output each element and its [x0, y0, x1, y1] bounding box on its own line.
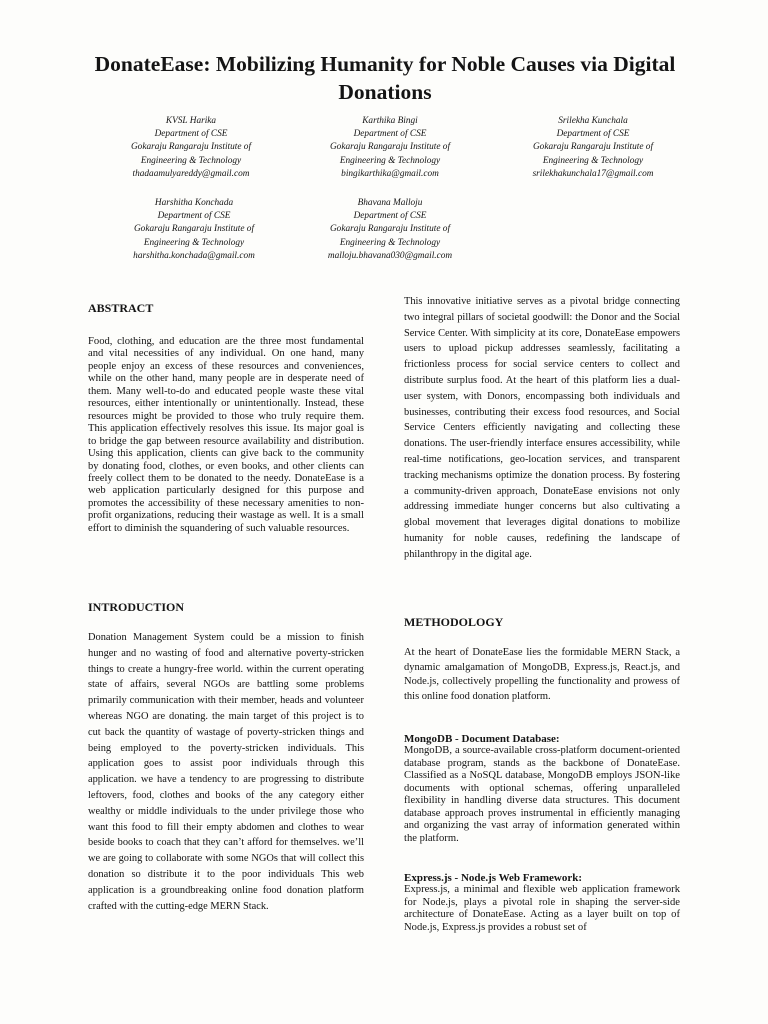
mongodb-text: MongoDB, a source-available cross-platform document-oriented database program, stands as the backbone of DonateEase. Classified as a NoSQL database, MongoDB employs JSON-like documents with optional schemas, offering unparalleled flexibility in handling diverse data structures. This document database approach proves instrumental in efficiently managing and organizing the vast array of information generated within the platform.	[404, 745, 680, 844]
author-name: Bhavana Malloju	[357, 198, 423, 208]
author-name: KVSL Harika	[165, 116, 217, 126]
author-block	[493, 115, 693, 181]
express-text: Express.js, a minimal and flexible web application framework for Node.js, plays a pivotal role in shaping the server-side architecture of DonateEase. Acting as a layer built on top of Node.js, Express.js provides a robust set of	[404, 884, 680, 933]
author-block	[91, 115, 291, 181]
author-dept: Department of CSE	[154, 129, 228, 140]
abstract-text: Food, clothing, and education are the three most fundamental and vital necessities of any individual. On one hand, many people enjoy an excess of these resources and conveniences, while on the other hand, many people are in desperate need of them. Many well-to-do and educated people waste these vital resources, either intentionally or unintentionally. Instead, these resources might be provided to those who truly require them. This application effectively resolves this issue. Its major goal is to bridge the gap between resource availability and distribution. Using this application, clients can give back to the community by donating food, clothes, or even books, and other clients can freely collect them to be donated to the needy. DonateEase is a web application particularly designed for this purpose and promotes the accessibility of these necessary amenities to non-profit organizations, reducing their wastage as well. It is a small effort to diminish the squandering of such valuable resources.	[88, 336, 364, 534]
author-name: Harshitha Konchada	[154, 198, 234, 208]
author-block	[290, 197, 490, 263]
author-inst: Gokaraju Rangaraju Institute of	[329, 142, 451, 153]
methodology-text: At the heart of DonateEase lies the formidable MERN Stack, a dynamic amalgamation of MongoDB, Express.js, React.js, and Node.js, collectively propelling the functionality and prowess of this online food donation platform.	[404, 647, 680, 702]
author-inst: Engineering & Technology	[542, 155, 644, 166]
methodology-heading: METHODOLOGY	[404, 615, 504, 629]
author-inst: Gokaraju Rangaraju Institute of	[133, 224, 255, 235]
author-email: thadaamulyareddy@gmail.com	[132, 168, 250, 179]
author-email: srilekhakunchala17@gmail.com	[532, 168, 654, 179]
author-inst: Gokaraju Rangaraju Institute of	[532, 142, 654, 153]
author-dept: Department of CSE	[157, 211, 231, 222]
author-block	[94, 197, 294, 263]
author-name: Srilekha Kunchala	[558, 116, 628, 126]
author-inst: Engineering & Technology	[339, 155, 441, 166]
author-inst: Engineering & Technology	[143, 237, 245, 248]
author-email: bingikarthika@gmail.com	[341, 168, 439, 179]
author-dept: Department of CSE	[353, 129, 427, 140]
express-heading: Express.js - Node.js Web Framework:	[404, 872, 583, 884]
author-name: Karthika Bingi	[362, 116, 418, 126]
author-dept: Department of CSE	[556, 129, 630, 140]
author-inst: Engineering & Technology	[140, 155, 242, 166]
mongodb-heading: MongoDB - Document Database:	[404, 733, 560, 745]
author-email: malloju.bhavana030@gmail.com	[327, 250, 453, 261]
mongodb-section	[404, 733, 680, 845]
introduction-heading: INTRODUCTION	[88, 600, 185, 614]
paper-title: DonateEase: Mobilizing Humanity for Noble Causes via Digital Donations	[94, 52, 676, 104]
author-block	[290, 115, 490, 181]
express-section	[404, 872, 680, 934]
author-inst: Gokaraju Rangaraju Institute of	[329, 224, 451, 235]
author-inst: Engineering & Technology	[339, 237, 441, 248]
author-inst: Gokaraju Rangaraju Institute of	[130, 142, 252, 153]
abstract-heading: ABSTRACT	[88, 301, 154, 315]
introduction-text: Donation Management System could be a mission to finish hunger and no wasting of food and alternative poverty-stricken things to create a hungry-free world. within the current operating state of affairs, several NGOs are battling some problems primarily communication with their member, heads and volunteer whereas NGO are donating. the main target of this project is to cut back the quantity of wastage of poverty-stricken things and being employed to the poverty-stricken individuals. This application goes to assist poor individuals through this application. we have a tendency to are progressing to distribute leftovers, food, clothes and books of the any category either wealthy or middle individuals to the under privilege those who want this food to fill their empty abdomen and clothes to wear beside books to coach that they can’t afford for themselves. we’ll we are going to collaborate with some NGOs that will collect this donation so distribute it to the poor individuals This web application is a groundbreaking online food donation platform crafted with the cutting-edge MERN Stack.	[88, 632, 364, 912]
author-dept: Department of CSE	[353, 211, 427, 222]
right-intro-text: This innovative initiative serves as a pivotal bridge connecting two integral pillars of societal goodwill: the Donor and the Social Service Center. With simplicity at its core, DonateEase empowers users to upload pickup addresses seamlessly, facilitating a frictionless process for social service centers to collect and distribute surplus food. At the heart of this platform lies a dual-user system, with Donors, encompassing both individuals and businesses, contributing their excess food resources, and Social Service Centers efficiently navigating and collecting these donations. The user-friendly interface ensures accessibility, while real-time notifications, geo-location services, and transparent tracking mechanisms optimize the donation process. By fostering a community-driven approach, DonateEase envisions not only addressing immediate hunger concerns but also cultivating a global movement that leverages digital donations to mobilize humanity for noble causes, redefining the landscape of philanthropy in the digital age.	[404, 296, 680, 560]
author-email: harshitha.konchada@gmail.com	[133, 250, 255, 261]
